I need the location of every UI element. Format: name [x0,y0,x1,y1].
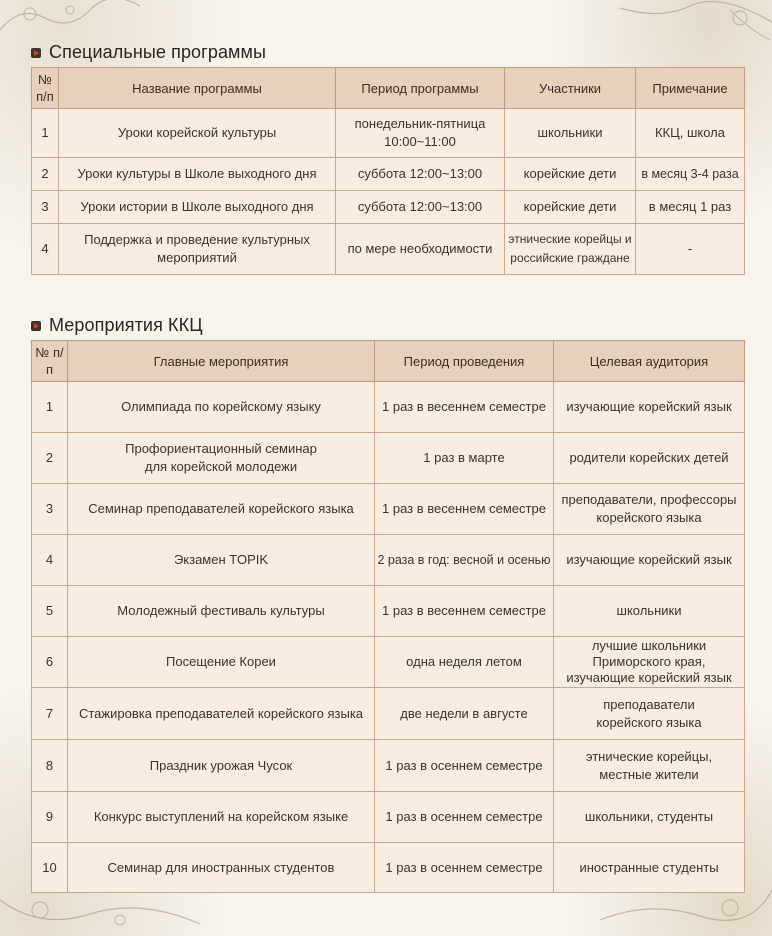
cell-period: 2 раза в год: весной и осенью [375,535,554,586]
column-header-main-events: Главные мероприятия [68,341,375,382]
cell-number: 1 [32,382,68,433]
cell-number: 9 [32,792,68,843]
cell-audience: школьники, студенты [554,792,745,843]
section-title-kcc-events [31,315,203,336]
table-row [32,224,745,275]
column-header-program-name: Название программы [59,68,336,109]
cell-event: Семинар преподавателей корейского языка [68,484,375,535]
cell-event: Конкурс выступлений на корейском языке [68,792,375,843]
cell-audience: изучающие корейский язык [554,382,745,433]
cell-audience: преподаватели, профессоры корейского языка [554,484,745,535]
bullet-icon [31,321,41,331]
cell-period: 1 раз в весеннем семестре [375,382,554,433]
column-header-note: Примечание [636,68,745,109]
table-header-row [32,68,745,109]
cell-program-period: понедельник-пятница 10:00~11:00 [336,109,505,158]
table-row [32,792,745,843]
cell-number: 2 [32,158,59,191]
cell-number: 10 [32,843,68,893]
cell-program-name: Уроки корейской культуры [59,109,336,158]
cell-program-period: суббота 12:00~13:00 [336,158,505,191]
cell-participants: корейские дети [505,191,636,224]
cell-number: 7 [32,688,68,740]
column-header-program-period: Период программы [336,68,505,109]
table-row [32,688,745,740]
bullet-icon [31,48,41,58]
cell-program-name: Поддержка и проведение культурных мероприятий [59,224,336,275]
table-row [32,843,745,893]
cell-event: Семинар для иностранных студентов [68,843,375,893]
corner-ornament-top-right [620,0,772,60]
cell-number: 3 [32,191,59,224]
cell-period: 1 раз в весеннем семестре [375,484,554,535]
section-title-text: Специальные программы [49,42,267,62]
table-row [32,382,745,433]
cell-number: 2 [32,433,68,484]
column-header-event-period: Период проведения [375,341,554,382]
table-row [32,158,745,191]
column-header-number: № п/п [32,341,68,382]
table-row [32,191,745,224]
cell-participants: этнические корейцы и российские граждане [505,224,636,275]
cell-audience: родители корейских детей [554,433,745,484]
cell-number: 5 [32,586,68,637]
cell-audience: преподаватели корейского языка [554,688,745,740]
cell-period: две недели в августе [375,688,554,740]
cell-audience: лучшие школьники Приморского края, изучающие корейский язык [554,637,745,688]
cell-note: в месяц 3-4 раза [636,158,745,191]
cell-period: 1 раз в марте [375,433,554,484]
column-header-number: № п/п [32,68,59,109]
cell-period: 1 раз в весеннем семестре [375,586,554,637]
kcc-events-table [31,340,745,893]
cell-note: в месяц 1 раз [636,191,745,224]
cell-event: Посещение Кореи [68,637,375,688]
cell-note: ККЦ, школа [636,109,745,158]
column-header-target-audience: Целевая аудитория [554,341,745,382]
cell-period: 1 раз в осеннем семестре [375,843,554,893]
cell-program-name: Уроки культуры в Школе выходного дня [59,158,336,191]
section-title-special-programs [31,42,266,63]
special-programs-table [31,67,745,275]
column-header-participants: Участники [505,68,636,109]
cell-audience: изучающие корейский язык [554,535,745,586]
cell-program-name: Уроки истории в Школе выходного дня [59,191,336,224]
cell-number: 1 [32,109,59,158]
table-row [32,740,745,792]
cell-event: Стажировка преподавателей корейского языка [68,688,375,740]
table-row [32,484,745,535]
cell-audience: иностранные студенты [554,843,745,893]
table-row [32,586,745,637]
cell-number: 8 [32,740,68,792]
table-row [32,535,745,586]
table-row [32,637,745,688]
cell-audience: школьники [554,586,745,637]
cell-participants: корейские дети [505,158,636,191]
cell-event: Олимпиада по корейскому языку [68,382,375,433]
table-row [32,433,745,484]
table-header-row [32,341,745,382]
cell-audience: этнические корейцы, местные жители [554,740,745,792]
cell-period: одна неделя летом [375,637,554,688]
cell-participants: школьники [505,109,636,158]
section-title-text: Мероприятия ККЦ [49,315,203,335]
cell-note: - [636,224,745,275]
cell-event: Молодежный фестиваль культуры [68,586,375,637]
corner-ornament-top-left [0,0,140,40]
cell-program-period: по мере необходимости [336,224,505,275]
cell-event: Экзамен TOPIK [68,535,375,586]
cell-period: 1 раз в осеннем семестре [375,740,554,792]
cell-event: Праздник урожая Чусок [68,740,375,792]
cell-period: 1 раз в осеннем семестре [375,792,554,843]
cell-number: 4 [32,224,59,275]
cell-number: 3 [32,484,68,535]
cell-number: 4 [32,535,68,586]
cell-program-period: суббота 12:00~13:00 [336,191,505,224]
table-row [32,109,745,158]
cell-number: 6 [32,637,68,688]
cell-event: Профориентационный семинар для корейской молодежи [68,433,375,484]
